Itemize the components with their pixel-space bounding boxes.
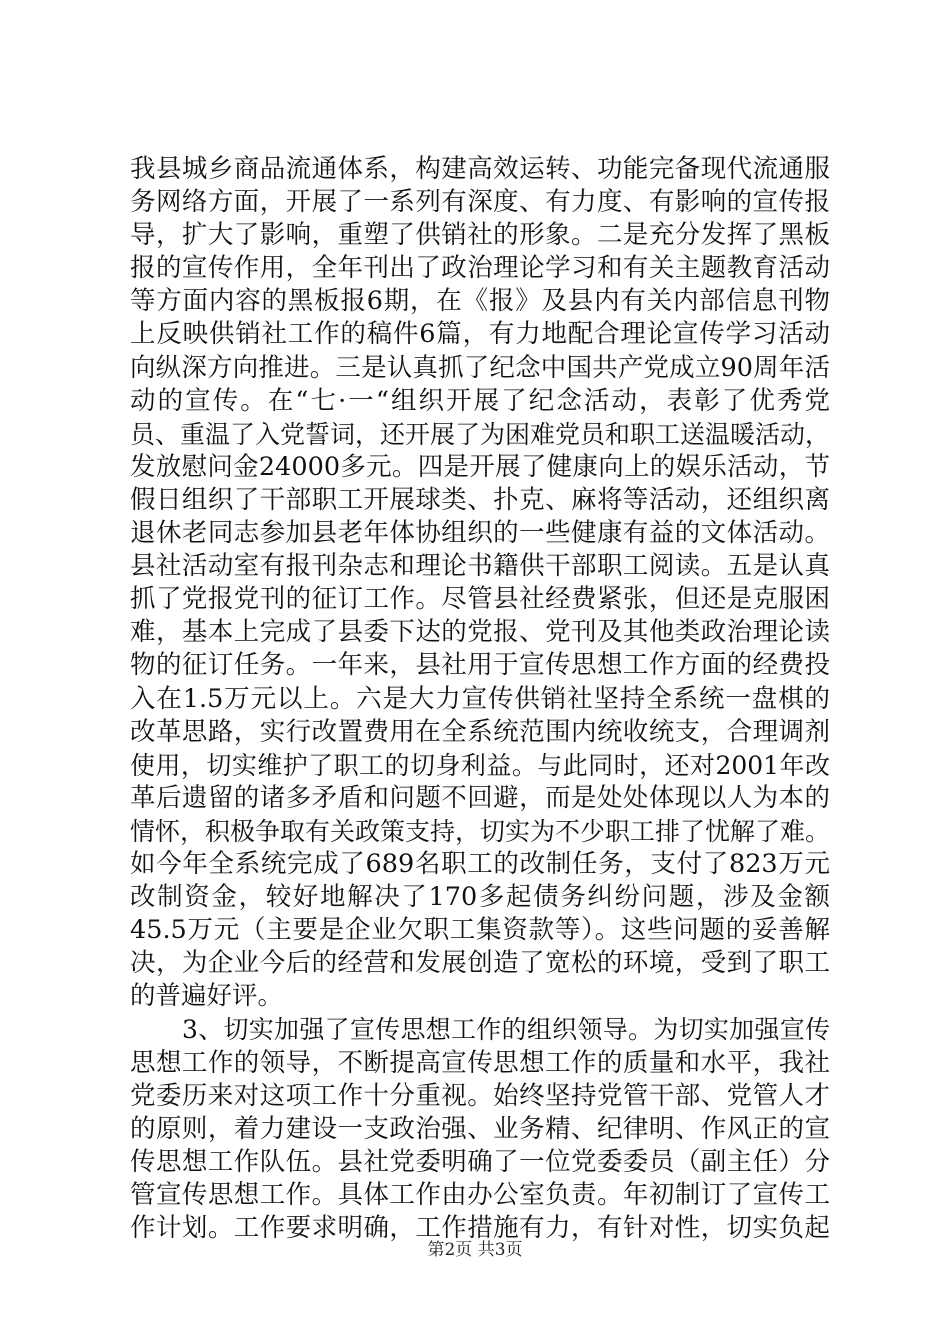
text-line: 45.5万元（主要是企业欠职工集资款等）。这些问题的妥善解 bbox=[130, 915, 830, 946]
text-line: 传思想工作队伍。县社党委明确了一位党委委员（副主任）分 bbox=[130, 1146, 830, 1177]
text-line: 思想工作的领导，不断提高宣传思想工作的质量和水平，我社 bbox=[130, 1047, 830, 1078]
text-line: 导，扩大了影响，重塑了供销社的形象。二是充分发挥了黑板 bbox=[130, 220, 830, 251]
text-line: 的原则，着力建设一支政治强、业务精、纪律明、作风正的宣 bbox=[130, 1113, 830, 1144]
text-line: 使用，切实维护了职工的切身利益。与此同时，还对2001年改 bbox=[130, 750, 830, 780]
page-number-footer: 第2页 共3页 bbox=[427, 1240, 523, 1260]
text-line: 改制资金，较好地解决了170多起债务纠纷问题，涉及金额 bbox=[130, 882, 830, 913]
text-line: 等方面内容的黑板报6期，在《报》及县内有关内部信息刊物 bbox=[130, 286, 830, 317]
text-line: 如今年全系统完成了689名职工的改制任务，支付了823万元 bbox=[130, 848, 830, 879]
document-body bbox=[130, 153, 830, 1245]
text-line: 党委历来对这项工作十分重视。始终坚持党管干部、党管人才 bbox=[130, 1080, 830, 1111]
text-line: 抓了党报党刊的征订工作。尽管县社经费紧张，但还是克服困 bbox=[130, 584, 830, 615]
text-line: 员、重温了入党誓词，还开展了为困难党员和职工送温暖活动， bbox=[130, 419, 831, 449]
text-line: 决，为企业今后的经营和发展创造了宽松的环境，受到了职工 bbox=[130, 948, 830, 979]
text-line: 难，基本上完成了县委下达的党报、党刊及其他类政治理论读 bbox=[130, 617, 830, 648]
text-line: 入在1.5万元以上。六是大力宣传供销社坚持全系统一盘棋的 bbox=[130, 683, 830, 714]
text-line: 我县城乡商品流通体系，构建高效运转、功能完备现代流通服 bbox=[130, 154, 830, 184]
text-line: 管宣传思想工作。具体工作由办公室负责。年初制订了宣传工 bbox=[130, 1179, 830, 1210]
text-line: 务网络方面，开展了一系列有深度、有力度、有影响的宣传报 bbox=[130, 187, 830, 218]
text-line: 县社活动室有报刊杂志和理论书籍供干部职工阅读。五是认真 bbox=[130, 551, 830, 582]
text-line: 报的宣传作用，全年刊出了政治理论学习和有关主题教育活动 bbox=[130, 253, 830, 284]
text-line: 退休老同志参加县老年体协组织的一些健康有益的文体活动。 bbox=[130, 518, 830, 549]
text-line: 向纵深方向推进。三是认真抓了纪念中国共产党成立90周年活 bbox=[130, 352, 830, 383]
text-line: 上反映供销社工作的稿件6篇，有力地配合理论宣传学习活动 bbox=[130, 319, 830, 350]
text-line: 假日组织了干部职工开展球类、扑克、麻将等活动，还组织离 bbox=[130, 484, 830, 515]
text-line: 作计划。工作要求明确，工作措施有力，有针对性，切实负起 bbox=[130, 1213, 830, 1243]
text-line: 革后遗留的诸多矛盾和问题不回避，而是处处体现以人为本的 bbox=[130, 782, 830, 813]
paragraph-end-line: 的普遍好评。 bbox=[130, 981, 284, 1012]
text-line: 物的征订任务。一年来，县社用于宣传思想工作方面的经费投 bbox=[130, 650, 830, 681]
paragraph-start-line: 3、切实加强了宣传思想工作的组织领导。为切实加强宣传 bbox=[182, 1015, 830, 1045]
text-line: 动的宣传。在“七·一“组织开展了纪念活动，表彰了优秀党 bbox=[130, 385, 830, 416]
text-line: 情怀，积极争取有关政策支持，切实为不少职工排了忧解了难。 bbox=[130, 816, 831, 846]
text-line: 发放慰问金24000多元。四是开展了健康向上的娱乐活动，节 bbox=[130, 451, 830, 482]
text-line: 改革思路，实行改置费用在全系统范围内统收统支，合理调剂 bbox=[130, 716, 830, 747]
